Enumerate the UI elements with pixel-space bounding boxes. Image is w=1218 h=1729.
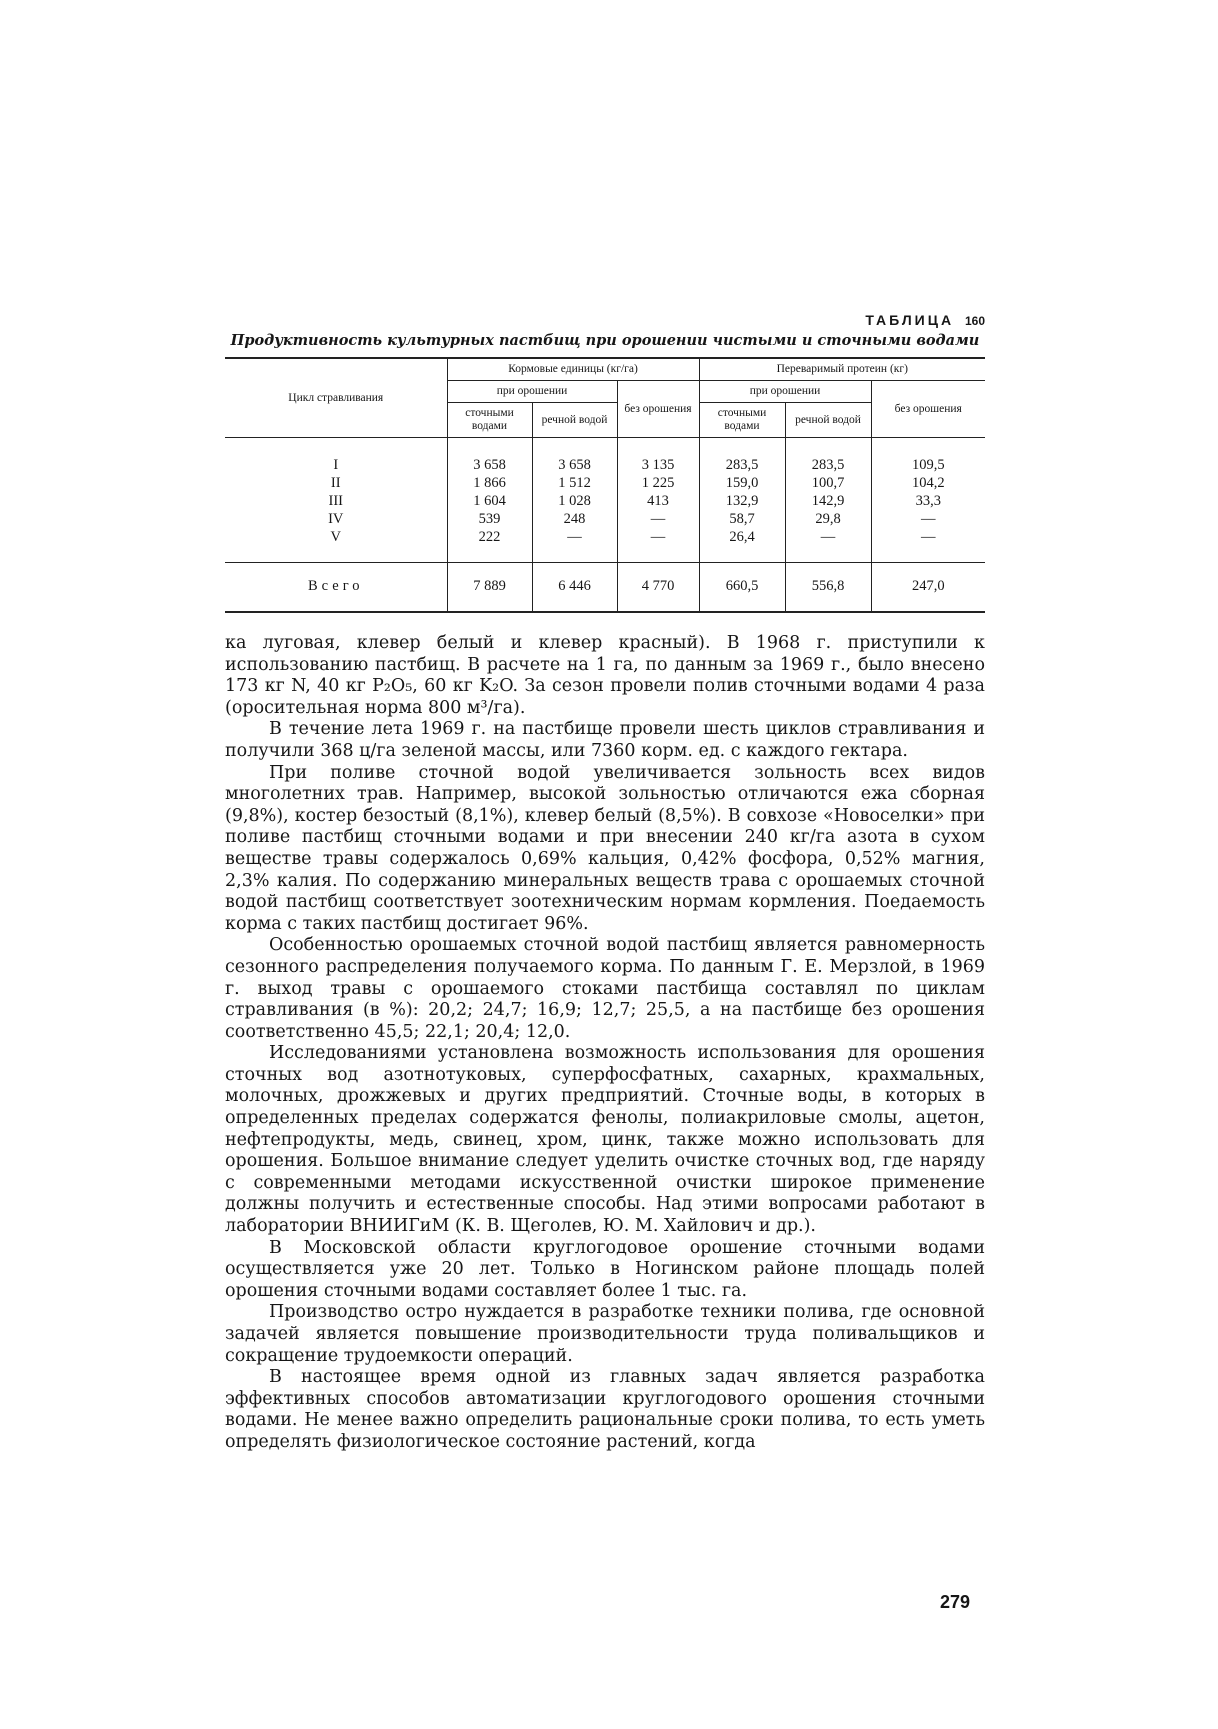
cycle-cell: [225, 438, 447, 563]
table-caption: [225, 312, 985, 328]
table-value: 26,4: [729, 529, 755, 545]
table-number: 160: [964, 314, 985, 328]
body-text: [225, 633, 985, 1454]
table-value: —: [820, 529, 836, 545]
table-value: 142,9: [811, 493, 845, 509]
table-value: 159,0: [725, 475, 759, 491]
paragraph: В Московской области круглогодовое орошение сточными водами осуществляется уже 20 лет. Только в Ногинском районе площадь полей орошения сточными водами составляет более 1 тыс. га.: [225, 1237, 985, 1301]
table-value: 3 658: [473, 457, 506, 473]
header-protein-no-irrigation: без орошения: [871, 381, 985, 438]
table-value: 283,5: [811, 457, 845, 473]
header-feed-with-irrigation: при орошении: [447, 381, 617, 403]
cycle-label: II: [330, 475, 341, 491]
table-value: 1 866: [473, 475, 506, 491]
header-feed-river: речной водой: [532, 403, 617, 438]
table-value: 283,5: [725, 457, 759, 473]
paragraph: Особенностью орошаемых сточной водой пастбищ является равномерность сезонного распределения получаемого корма. По данным Г. Е. Мерзлой, в 1969 г. выход травы с орошаемого стоками пастбища составлял по циклам стравливания (в %): 20,2; 24,7; 16,9; 12,7; 25,5, а на пастбище без орошения соответственно 45,5; 22,1; 20,4; 12,0.: [225, 935, 985, 1042]
total-value: 660,5: [699, 563, 785, 613]
page-content: [225, 312, 985, 1454]
protein-sewage-cell: [699, 438, 785, 563]
table-row: [225, 438, 985, 563]
protein-river-cell: [785, 438, 871, 563]
total-value: 556,8: [785, 563, 871, 613]
feed-sewage-cell: [447, 438, 532, 563]
table-value: 413: [647, 493, 669, 509]
table-value: 539: [478, 511, 501, 527]
table-value: —: [567, 529, 582, 545]
table-label: ТАБЛИЦА: [865, 312, 955, 328]
cycle-label: I: [333, 457, 339, 473]
header-protein-with-irrigation: при орошении: [699, 381, 871, 403]
table-value: —: [650, 511, 666, 527]
paragraph: В настоящее время одной из главных задач является разработка эффективных способов автоматизации круглогодового орошения сточными водами. Не менее важно определить рациональные сроки полива, то есть уметь определять физиологическое состояние растений, когда: [225, 1367, 985, 1452]
cycle-label: V: [330, 529, 341, 545]
table-value: 33,3: [915, 493, 941, 509]
total-row: [225, 563, 985, 613]
header-cycle: Цикл стравливания: [225, 358, 447, 438]
table-value: —: [650, 529, 666, 545]
cycle-label: III: [328, 493, 343, 509]
paragraph: Исследованиями установлена возможность использования для орошения сточных вод азотнотуковых, суперфосфатных, сахарных, крахмальных, молочных, дрожжевых и других предприятий. Сточные воды, в которых в определенных пределах содержатся фенолы, полиакриловые смолы, ацетон, нефтепродукты, медь, свинец, хром, цинк, также можно использовать для орошения. Большое внимание следует уделить очистке сточных вод, где наряду с современными методами искусственной очистки широкое применение должны получить и естественные способы. Над этими вопросами работают в лаборатории ВНИИГиМ (К. В. Щеголев, Ю. М. Хайлович и др.).: [225, 1043, 985, 1237]
paragraph: ка луговая, клевер белый и клевер красный). В 1968 г. приступили к использованию пастбищ. В расчете на 1 га, по данным за 1969 г., было внесено 173 кг N, 40 кг P₂O₅, 60 кг K₂O. За сезон провели полив сточными водами 4 раза (оросительная норма 800 м³/га).: [225, 633, 985, 718]
protein-no-irrigation-cell: [871, 438, 985, 563]
feed-river-cell: [532, 438, 617, 563]
table-value: 248: [563, 511, 586, 527]
header-protein-river: речной водой: [785, 403, 871, 438]
table-value: 29,8: [815, 511, 841, 527]
table-value: —: [921, 511, 936, 527]
table-value: 222: [478, 529, 501, 545]
paragraph: При поливе сточной водой увеличивается зольность всех видов многолетних трав. Например, высокой зольностью отличаются ежа сборная (9,8%), костер безостый (8,1%), клевер белый (8,5%). В совхозе «Новоселки» при поливе пастбищ сточными водами и при внесении 240 кг/га азота в сухом веществе травы содержалось 0,69% кальция, 0,42% фосфора, 0,52% магния, 2,3% калия. По содержанию минеральных веществ трава с орошаемых сточной водой пастбищ соответствует зоотехническим нормам кормления. Поедаемость корма с таких пастбищ достигает 96%.: [225, 762, 985, 934]
feed-no-irrigation-cell: [617, 438, 699, 563]
total-value: 247,0: [871, 563, 985, 613]
cycle-label: IV: [328, 511, 344, 527]
total-value: 6 446: [532, 563, 617, 613]
total-value: 4 770: [617, 563, 699, 613]
header-feed-no-irrigation: без орошения: [617, 381, 699, 438]
table-value: 3 658: [558, 457, 591, 473]
table-value: 1 028: [558, 493, 591, 509]
paragraph: Производство остро нуждается в разработке техники полива, где основной задачей является повышение производительности труда поливальщиков и сокращение трудоемкости операций.: [225, 1302, 985, 1366]
table-value: 1 225: [641, 475, 675, 491]
table-value: —: [921, 529, 936, 545]
table-value: 109,5: [911, 457, 945, 473]
page-number: 279: [940, 1592, 971, 1612]
table-value: 104,2: [911, 475, 945, 491]
total-label: Всего: [225, 563, 447, 613]
paragraph: В течение лета 1969 г. на пастбище провели шесть циклов стравливания и получили 368 ц/га зеленой массы, или 7360 корм. ед. с каждого гектара.: [225, 719, 985, 761]
total-value: 7 889: [447, 563, 532, 613]
table-value: 3 135: [641, 457, 675, 473]
table-value: 58,7: [729, 511, 755, 527]
table-title: Продуктивность культурных пастбищ при орошении чистыми и сточными водами: [230, 332, 980, 349]
productivity-table: [225, 357, 985, 613]
header-protein-sewage: сточными водами: [699, 403, 785, 438]
table-value: 132,9: [725, 493, 759, 509]
header-protein: Переваримый протеин (кг): [699, 358, 985, 381]
header-feed-sewage: сточными водами: [447, 403, 532, 438]
table-value: 1 604: [473, 493, 506, 509]
table-value: 100,7: [811, 475, 845, 491]
table-value: 1 512: [558, 475, 591, 491]
header-feed-units: Кормовые единицы (кг/га): [447, 358, 699, 381]
